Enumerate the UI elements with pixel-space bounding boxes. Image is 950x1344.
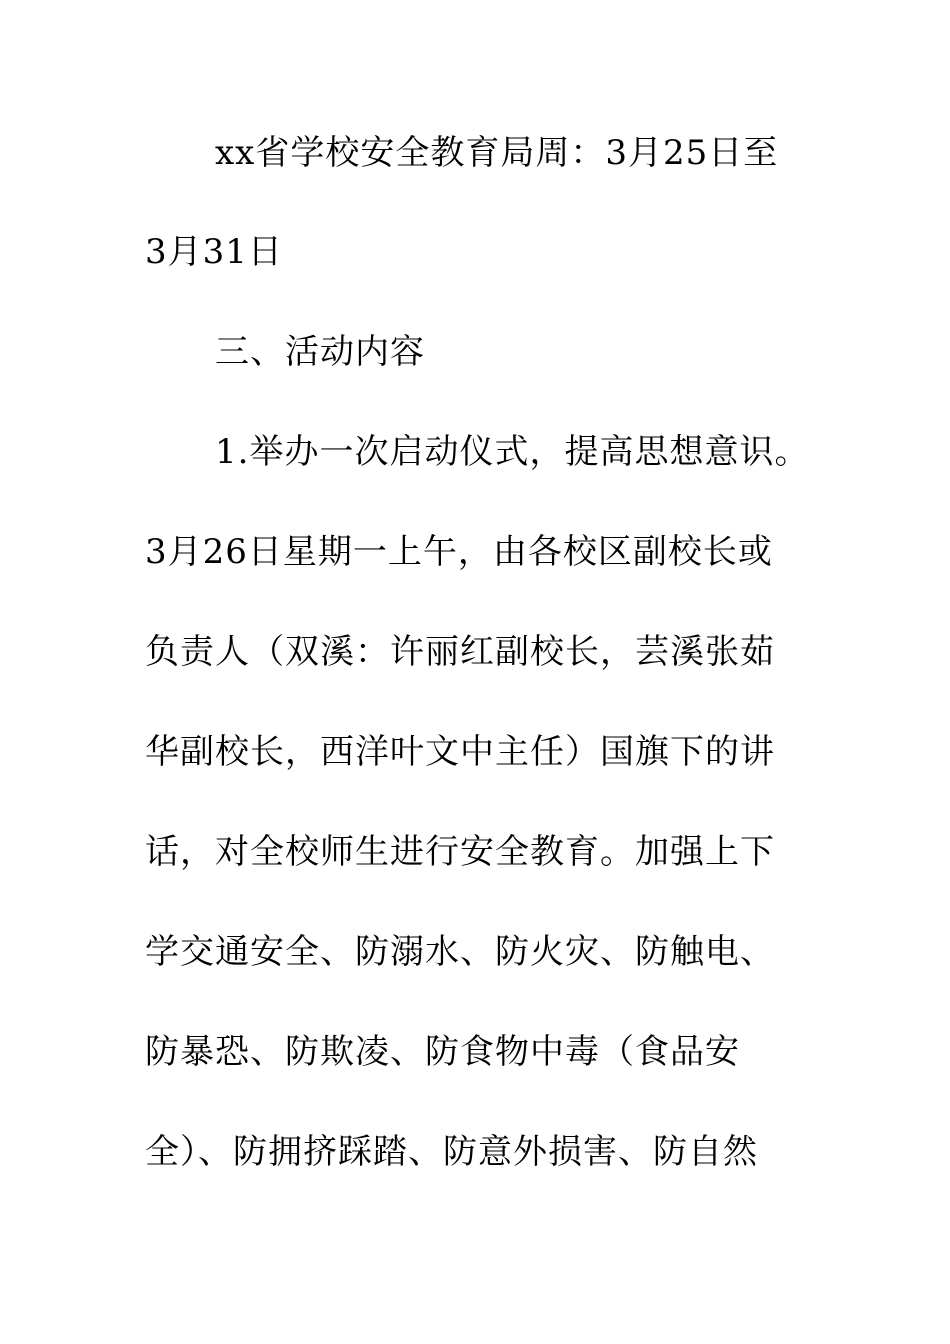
text-line: 负责人（双溪：许丽红副校长，芸溪张茹 (145, 632, 775, 672)
item-heading: 1.举办一次启动仪式，提高思想意识。 (215, 432, 810, 472)
text-line: 华副校长，西洋叶文中主任）国旗下的讲 (145, 732, 775, 772)
text-line: 3月26日星期一上午，由各校区副校长或 (145, 532, 773, 572)
text-line: xx省学校安全教育局周：3月25日至 (215, 133, 779, 173)
text-line: 学交通安全、防溺水、防火灾、防触电、 (145, 932, 775, 972)
text-line: 防暴恐、防欺凌、防食物中毒（食品安 (145, 1032, 740, 1072)
text-line: 话，对全校师生进行安全教育。加强上下 (145, 832, 775, 872)
text-line: 全）、防拥挤踩踏、防意外损害、防自然 (145, 1132, 758, 1172)
section-heading: 三、活动内容 (215, 332, 425, 372)
text-line: 3月31日 (145, 232, 283, 272)
